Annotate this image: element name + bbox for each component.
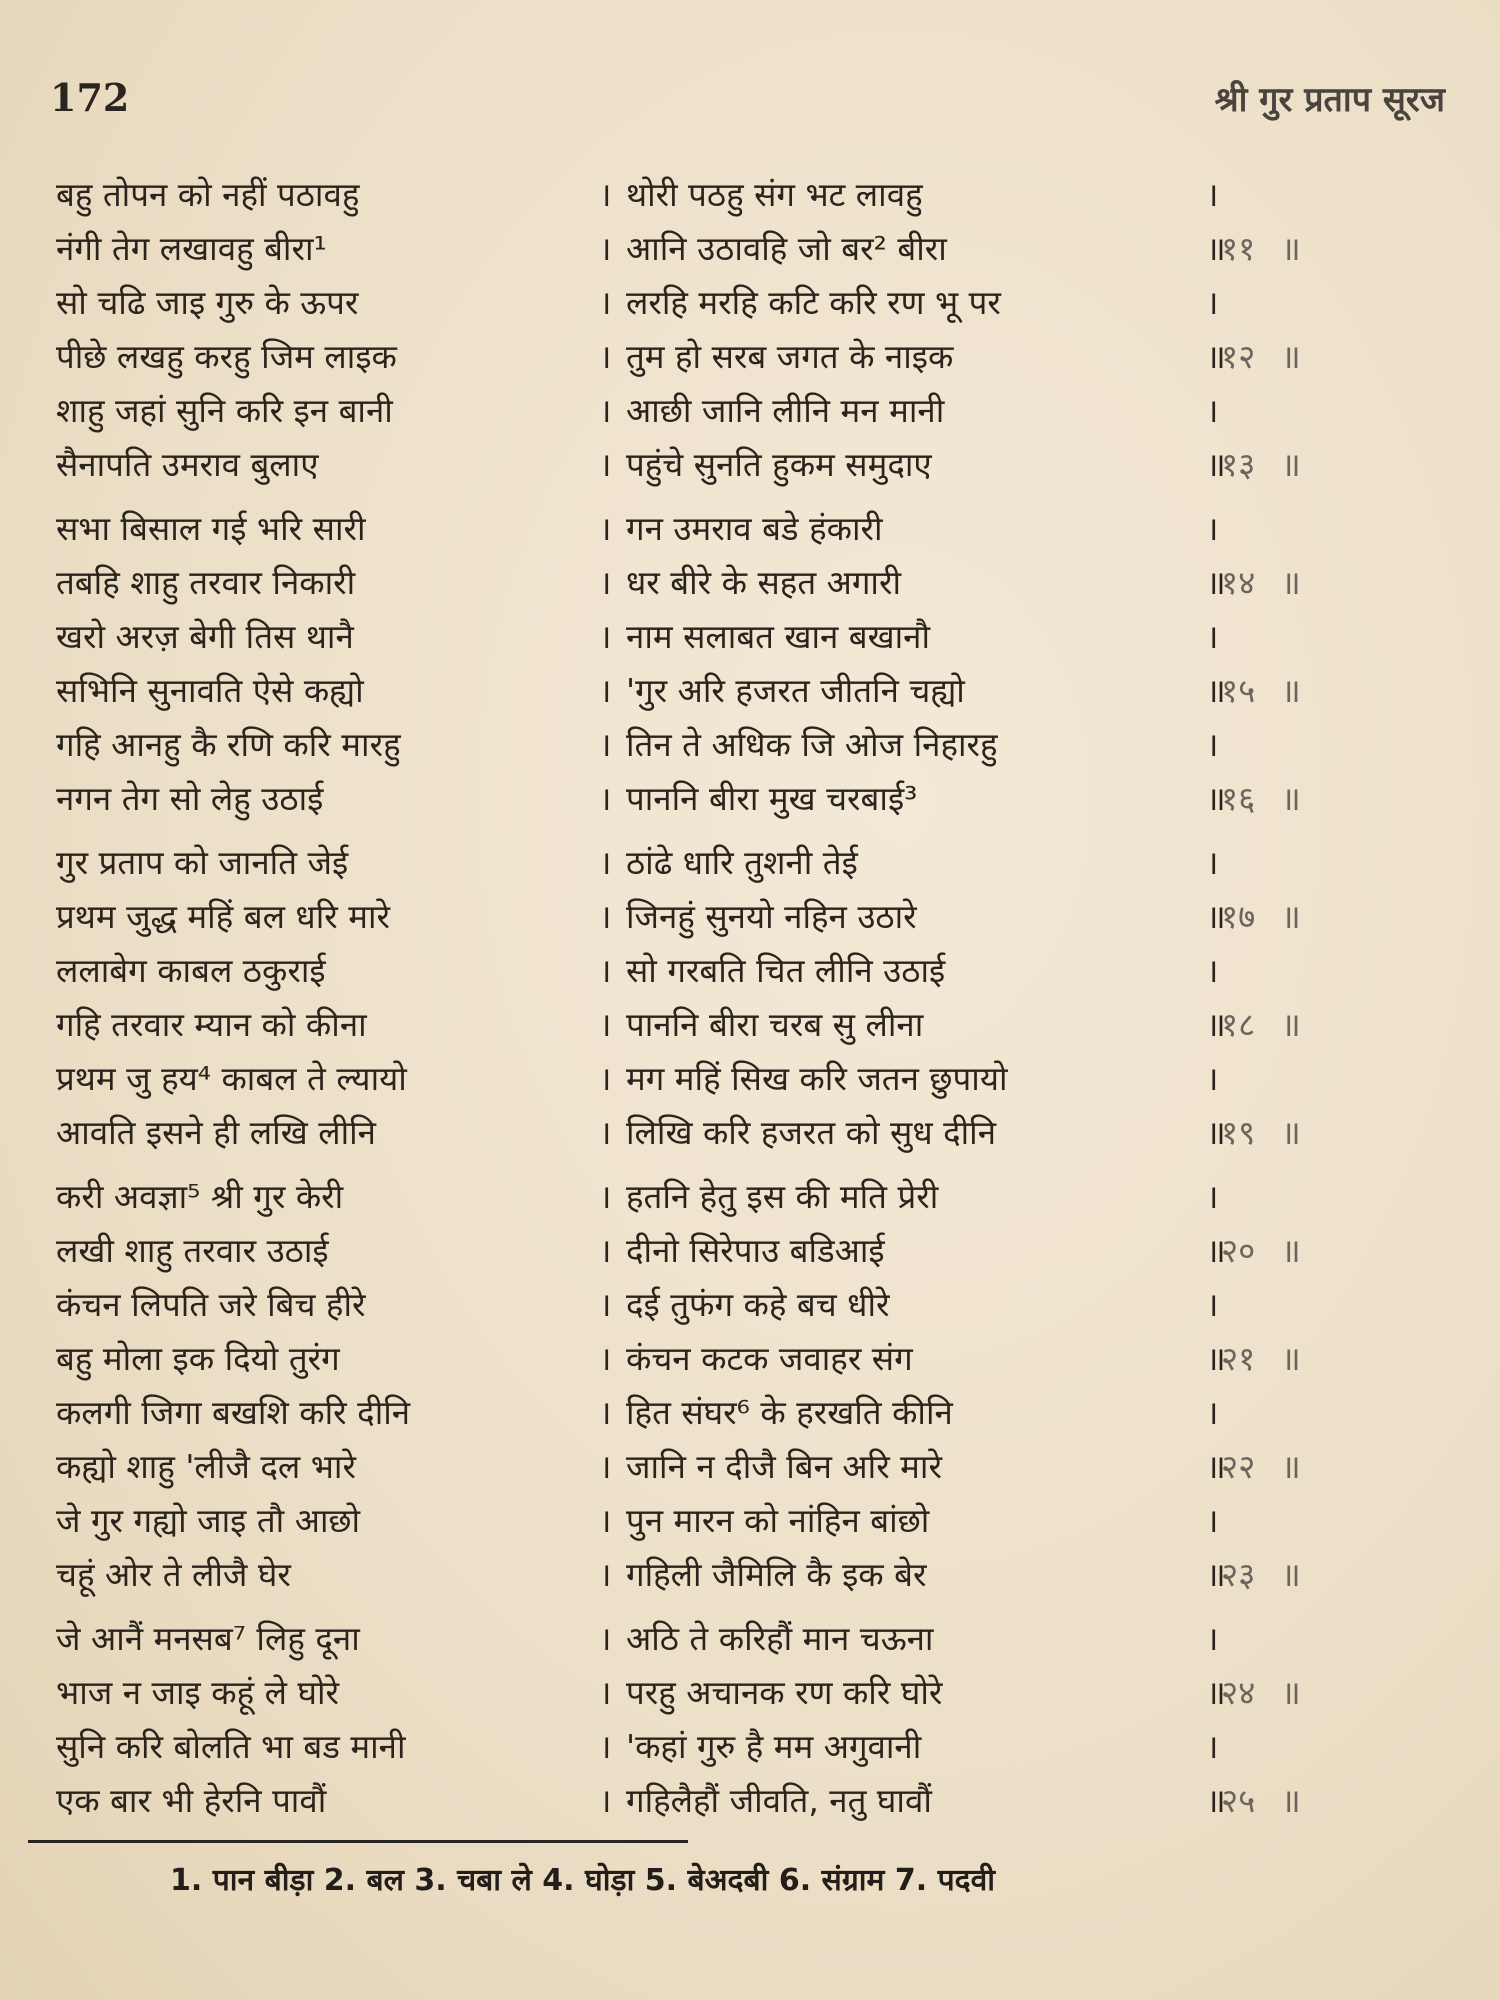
danda: ॥ [1206,671,1226,710]
verse-first-half: आवति इसने ही लखि लीनि [56,1113,376,1152]
verse-second-half: तुम हो सरब जगत के नाइक [626,337,954,376]
danda: । [599,1781,612,1820]
double-danda: ॥ [1281,563,1301,602]
danda: । [599,951,612,990]
double-danda: ॥ [1281,779,1301,818]
verse-line [56,1052,1436,1106]
double-danda: ॥ [1281,229,1301,268]
danda: । [599,1447,612,1486]
danda: ॥ [1206,1781,1226,1820]
verse-line [56,1612,1436,1666]
verse-line [56,276,1436,330]
verse-second-half: जिनहुं सुनयो नहिन उठारे [626,897,917,936]
danda: ॥ [1206,337,1226,376]
danda: ॥ [1206,1113,1226,1152]
danda: ॥ [1206,1555,1226,1594]
verse-number: २३ [1221,1555,1256,1594]
danda: । [1206,951,1219,990]
verse-first-half: खरो अरज़ बेगी तिस थानै [56,617,354,656]
danda: । [1206,725,1219,764]
verse-line [56,1278,1436,1332]
danda: । [599,1059,612,1098]
verse-block [56,168,1436,1828]
verse-number: १८ [1221,1005,1256,1044]
double-danda: ॥ [1281,1673,1301,1712]
verse-first-half: शाहु जहां सुनि करि इन बानी [56,391,393,430]
double-danda: ॥ [1281,1231,1301,1270]
verse-first-half: सो चढि जाइ गुरु के ऊपर [56,283,359,322]
danda: । [1206,843,1219,882]
verse-line [56,1440,1436,1494]
danda: । [599,1393,612,1432]
verse-number: १२ [1221,337,1256,376]
verse-second-half: दई तुफंग कहे बच धीरे [626,1285,890,1324]
danda: । [599,1113,612,1152]
danda: । [1206,1619,1219,1658]
running-title: श्री गुर प्रताप सूरज [1214,80,1445,120]
verse-second-half: ठांढे धारि तुशनी तेई [626,843,858,882]
danda: । [1206,391,1219,430]
verse-number: १९ [1221,1113,1256,1152]
verse-line [56,1224,1436,1278]
verse-second-half: 'कहां गुरु है मम अगुवानी [626,1727,922,1766]
verse-second-half: आनि उठावहि जो बर² बीरा [626,229,947,268]
verse-line [56,1548,1436,1602]
danda: । [599,509,612,548]
verse-first-half: गुर प्रताप को जानति जेई [56,843,349,882]
double-danda: ॥ [1281,671,1301,710]
verse-line [56,556,1436,610]
danda: । [599,337,612,376]
verse-first-half: सभा बिसाल गई भरि सारी [56,509,366,548]
verse-line [56,664,1436,718]
verse-line [56,1106,1436,1160]
verse-second-half: पाननि बीरा चरब सु लीना [626,1005,924,1044]
verse-line [56,610,1436,664]
verse-line [56,502,1436,556]
verse-second-half: हित संघर⁶ के हरखति कीनि [626,1393,953,1432]
verse-first-half: कलगी जिगा बखशि करि दीनि [56,1393,411,1432]
danda: । [599,1231,612,1270]
verse-line [56,1332,1436,1386]
verse-number: २० [1221,1231,1256,1270]
verse-first-half: जे गुर गह्यो जाइ तौ आछो [56,1501,361,1540]
page-header [50,75,1460,135]
footnote-divider [28,1840,688,1843]
danda: । [1206,175,1219,214]
verse-number: ११ [1221,229,1256,268]
verse-first-half: बहु तोपन को नहीं पठावहु [56,175,360,214]
danda: ॥ [1206,1339,1226,1378]
danda: । [599,175,612,214]
verse-first-half: करी अवज्ञा⁵ श्री गुर केरी [56,1177,344,1216]
danda: ॥ [1206,1005,1226,1044]
danda: । [599,563,612,602]
double-danda: ॥ [1281,1447,1301,1486]
danda: । [1206,1501,1219,1540]
verse-second-half: अठि ते करिहौं मान चऊना [626,1619,934,1658]
verse-number: १५ [1221,671,1256,710]
danda: ॥ [1206,1231,1226,1270]
danda: । [1206,509,1219,548]
danda: । [599,229,612,268]
verse-second-half: हतनि हेतु इस की मति प्रेरी [626,1177,939,1216]
danda: । [599,1177,612,1216]
double-danda: ॥ [1281,445,1301,484]
danda: ॥ [1206,897,1226,936]
danda: । [599,725,612,764]
double-danda: ॥ [1281,1113,1301,1152]
verse-line [56,1386,1436,1440]
verse-line [56,1494,1436,1548]
danda: । [599,391,612,430]
verse-second-half: लरहि मरहि कटि करि रण भू पर [626,283,1001,322]
danda: । [599,1619,612,1658]
verse-second-half: लिखि करि हजरत को सुध दीनि [626,1113,997,1152]
double-danda: ॥ [1281,897,1301,936]
verse-number: १६ [1221,779,1256,818]
verse-line [56,772,1436,826]
danda: । [599,1727,612,1766]
danda: ॥ [1206,1673,1226,1712]
verse-first-half: सभिनि सुनावति ऐसे कह्यो [56,671,364,710]
verse-second-half: नाम सलाबत खान बखानौ [626,617,931,656]
verse-first-half: कंचन लिपति जरे बिच हीरे [56,1285,366,1324]
verse-second-half: दीनो सिरेपाउ बडिआई [626,1231,885,1270]
verse-line [56,836,1436,890]
danda: । [1206,1059,1219,1098]
danda: । [599,283,612,322]
verse-first-half: प्रथम जुद्ध महिं बल धरि मारे [56,897,391,936]
danda: ॥ [1206,229,1226,268]
verse-first-half: जे आनैं मनसब⁷ लिहु दूना [56,1619,360,1658]
verse-second-half: गहिली जैमिलि कै इक बेर [626,1555,927,1594]
danda: । [599,1555,612,1594]
double-danda: ॥ [1281,1339,1301,1378]
verse-second-half: गन उमराव बडे हंकारी [626,509,883,548]
danda: ॥ [1206,563,1226,602]
verse-first-half: तबहि शाहु तरवार निकारी [56,563,356,602]
verse-line [56,718,1436,772]
verse-first-half: गहि आनहु कै रणि करि मारहु [56,725,401,764]
verse-second-half: परहु अचानक रण करि घोरे [626,1673,943,1712]
verse-second-half: पाननि बीरा मुख चरबाई³ [626,779,918,818]
verse-number: २१ [1221,1339,1256,1378]
verse-line [56,330,1436,384]
verse-number: १४ [1221,563,1256,602]
verse-second-half: 'गुर अरि हजरत जीतनि चह्यो [626,671,965,710]
verse-second-half: कंचन कटक जवाहर संग [626,1339,913,1378]
verse-number: २४ [1221,1673,1256,1712]
verse-first-half: लखी शाहु तरवार उठाई [56,1231,329,1270]
verse-first-half: प्रथम जु हय⁴ काबल ते ल्यायो [56,1059,407,1098]
danda: ॥ [1206,1447,1226,1486]
verse-first-half: चहूं ओर ते लीजै घेर [56,1555,291,1594]
danda: । [1206,1285,1219,1324]
danda: । [599,779,612,818]
verse-first-half: नंगी तेग लखावहु बीरा¹ [56,229,327,268]
verse-first-half: नगन तेग सो लेहु उठाई [56,779,324,818]
verse-second-half: पुन मारन को नांहिन बांछो [626,1501,930,1540]
verse-second-half: पहुंचे सुनति हुकम समुदाए [626,445,932,484]
danda: । [1206,283,1219,322]
verse-second-half: तिन ते अधिक जि ओज निहारहु [626,725,998,764]
double-danda: ॥ [1281,1005,1301,1044]
verse-line [56,944,1436,998]
verse-line [56,168,1436,222]
danda: । [599,671,612,710]
verse-line [56,1774,1436,1828]
double-danda: ॥ [1281,1555,1301,1594]
verse-line [56,1170,1436,1224]
verse-second-half: धर बीरे के सहत अगारी [626,563,902,602]
verse-first-half: सुनि करि बोलति भा बड मानी [56,1727,406,1766]
danda: । [599,1285,612,1324]
verse-line [56,998,1436,1052]
verse-first-half: पीछे लखहु करहु जिम लाइक [56,337,397,376]
verse-second-half: थोरी पठहु संग भट लावहु [626,175,923,214]
danda: । [599,843,612,882]
verse-line [56,1720,1436,1774]
verse-number: १७ [1221,897,1256,936]
verse-line [56,890,1436,944]
danda: । [599,445,612,484]
verse-first-half: ललाबेग काबल ठकुराई [56,951,326,990]
verse-line [56,438,1436,492]
verse-line [56,384,1436,438]
verse-first-half: सैनापति उमराव बुलाए [56,445,319,484]
verse-first-half: भाज न जाइ कहूं ले घोरे [56,1673,340,1712]
verse-first-half: एक बार भी हेरनि पावौं [56,1781,327,1820]
footnotes: 1. पान बीड़ा 2. बल 3. चबा ले 4. घोड़ा 5. बेअदबी 6. संग्राम 7. पदवी [170,1863,996,1898]
verse-first-half: कह्यो शाहु 'लीजै दल भारे [56,1447,356,1486]
danda: । [599,617,612,656]
verse-second-half: जानि न दीजै बिन अरि मारे [626,1447,942,1486]
danda: । [599,1005,612,1044]
verse-number: २५ [1221,1781,1256,1820]
verse-second-half: सो गरबति चित लीनि उठाई [626,951,946,990]
danda: । [599,1339,612,1378]
double-danda: ॥ [1281,1781,1301,1820]
danda: ॥ [1206,445,1226,484]
verse-second-half: आछी जानि लीनि मन मानी [626,391,945,430]
verse-first-half: बहु मोला इक दियो तुरंग [56,1339,340,1378]
danda: । [1206,1727,1219,1766]
danda: । [599,897,612,936]
danda: । [599,1673,612,1712]
page-number: 172 [50,75,130,120]
verse-second-half: मग महिं सिख करि जतन छुपायो [626,1059,1008,1098]
danda: । [1206,1177,1219,1216]
verse-first-half: गहि तरवार म्यान को कीना [56,1005,367,1044]
verse-line [56,1666,1436,1720]
verse-number: २२ [1221,1447,1256,1486]
danda: ॥ [1206,779,1226,818]
danda: । [1206,1393,1219,1432]
double-danda: ॥ [1281,337,1301,376]
verse-second-half: गहिलैहौं जीवति, नतु घावौं [626,1781,932,1820]
verse-line [56,222,1436,276]
danda: । [1206,617,1219,656]
verse-number: १३ [1221,445,1256,484]
danda: । [599,1501,612,1540]
